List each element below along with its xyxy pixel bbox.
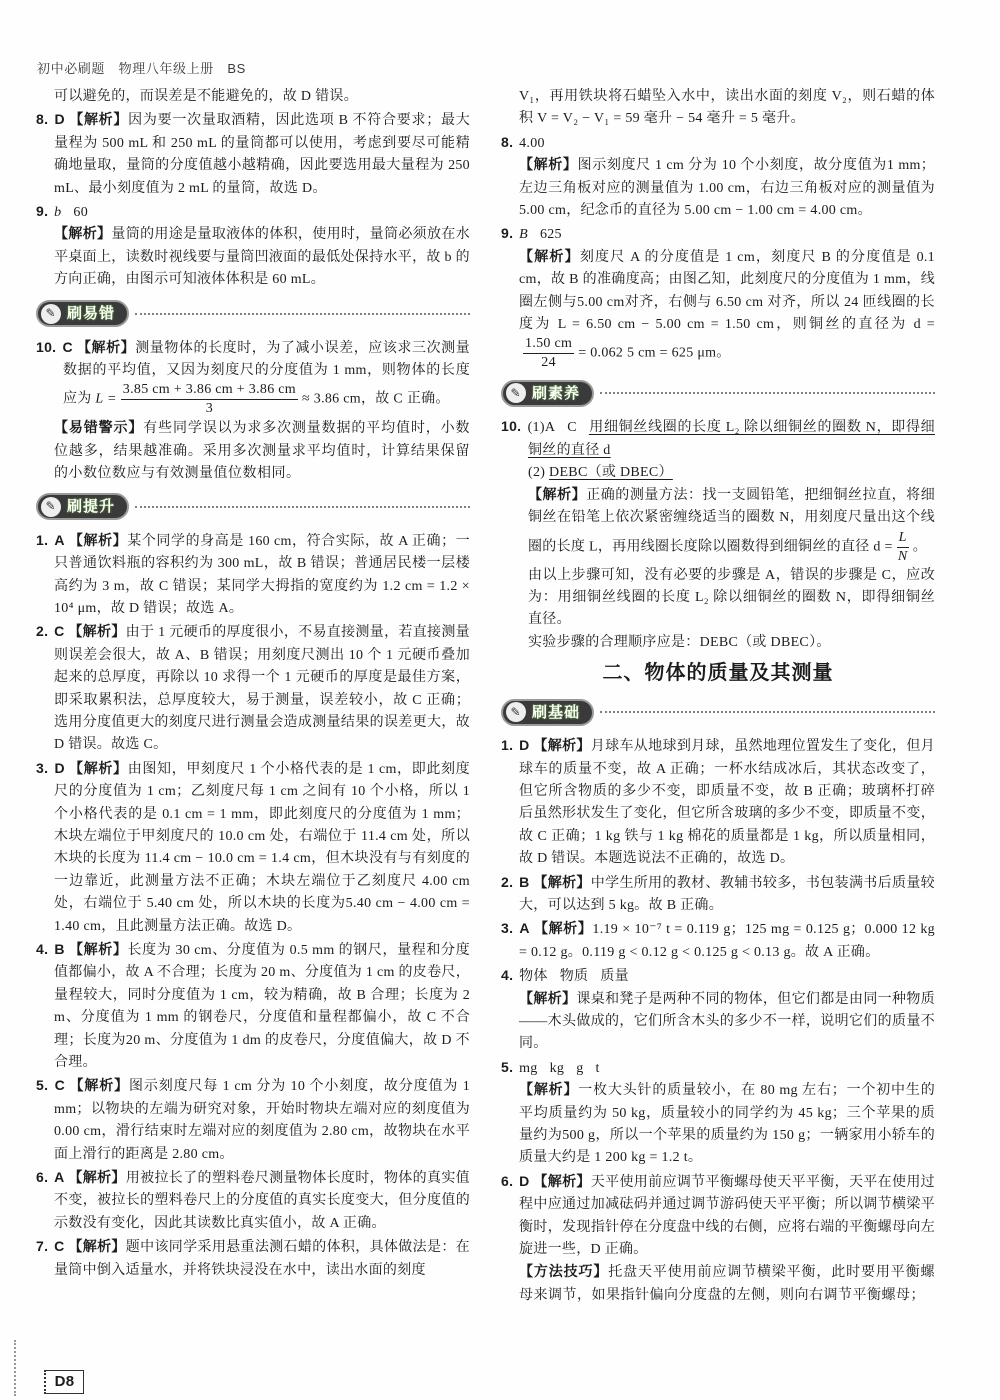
analysis-text: 刻度尺 A 的分度值是 1 cm，刻度尺 B 的分度值是 0.1 cm，故 B 的准确度高；由图乙知，此刻度尺的分度值为 1 mm，线圈左侧与5.00 cm对齐，右侧与 6.50 cm 对齐，所以 24 匝线圈的长度为 L = 6.50 cm − 5.00 cm = 1.50 cm，则铜丝的直径为 d = — [519, 249, 935, 333]
fraction — [523, 336, 574, 371]
analysis-label: 【解析】 — [519, 158, 578, 174]
question-number: 9. — [501, 225, 514, 242]
badge — [36, 300, 129, 327]
answer-item-8 — [501, 131, 935, 155]
fraction-numerator: L — [897, 530, 909, 548]
fill-answer: 60 — [73, 205, 89, 221]
method-tip — [501, 1261, 935, 1306]
part-label: (2) — [528, 465, 546, 481]
question-number: 2. — [501, 873, 514, 890]
analysis-text: 长度为 30 cm、分度值为 0.5 mm 的钢尺，量程和分度值都偏小，故 A 不合理；长度为 20 m、分度值为 1 cm 的皮卷尺，量程较大，同时分度值为 1 cm，较为精确，故 B 合理；长度为 2 m、分度值为 1 mm 的钢卷尺，分度值和量程都偏小，故 C 不合理；长度为20 m、分度值为 1 dm 的皮卷尺，分度值偏大，故 D 不合理。 — [54, 943, 470, 1071]
answer-item-8 — [36, 108, 470, 200]
analysis-paragraph — [501, 989, 935, 1056]
badge — [501, 380, 594, 407]
fill-answer: b — [54, 205, 62, 221]
section-badge-literacy — [501, 371, 935, 415]
analysis-text: 用被拉长了的塑料卷尺测量物体长度时，物体的真实值不变，被拉长的塑料卷尺上的分度值的真实长度变大，但分度值的示数没有变化，因此其读数比真实值小，故 A 正确。 — [54, 1171, 470, 1231]
answer-choice: A — [54, 1169, 65, 1186]
fill-answer: C — [567, 420, 577, 436]
section-badge-improve — [36, 485, 470, 529]
warning-text: 有些同学误以为求多次测量数据的平均值时，小数位越多，结果越准确。采用多次测量求平均值时，计算结果保留的小数位数应与有效测量值位数相同。 — [54, 420, 470, 482]
analysis-label: 【解析】 — [533, 739, 591, 755]
pencil-icon: ✎ — [41, 497, 61, 517]
question-number: 10. — [36, 338, 57, 355]
answer-choice: B — [54, 941, 65, 957]
answer-choice: B — [519, 873, 530, 890]
fill-answer: mg — [519, 1060, 538, 1076]
right-column — [501, 86, 935, 1350]
analysis-label: 【解析】 — [76, 340, 136, 356]
answer-item-2 — [36, 620, 470, 756]
pencil-icon: ✎ — [506, 383, 526, 403]
analysis-text: 正确的测量方法：找一支圆铅笔，把细铜丝拉直，将细铜丝在铅笔上依次紧密缠绕适当的圈数 N，用刻度尺量出这个线圈的长度 L，再用线圈长度除以圈数得到细铜丝的直径 d = — [528, 487, 935, 555]
fraction-numerator: 1.50 cm — [523, 336, 574, 354]
question-number: 6. — [501, 1172, 514, 1189]
analysis-text: 测量物体的长度时，为了减小误差，应该求三次测量数据的平均值，又因为刻度尺的分度值为 1 mm，则物体的长度应为 — [63, 340, 470, 408]
answer-choice: D — [54, 759, 65, 776]
answer-choice: C — [62, 338, 73, 355]
badge — [501, 699, 594, 726]
answer-item-4 — [36, 938, 470, 1074]
answer-item-1 — [501, 734, 935, 870]
answer-item-3 — [501, 917, 935, 964]
analysis-text: 某个同学的身高是 160 cm，符合实际，故 A 正确；一只普通饮料瓶的容积约为 300 mL，故 B 错误；普通居民楼一层楼高约为 3 m，故 C 错误；某同学大拇指的宽度约为 1.2 cm = 1.2 × 10⁴ μm，故 D 错误；故选 A。 — [54, 533, 470, 616]
formula-lhs: L = — [95, 392, 117, 408]
analysis-label: 【解析】 — [69, 761, 128, 777]
fraction-denominator: 3 — [205, 401, 214, 417]
question-number: 8. — [501, 133, 514, 150]
pencil-icon: ✎ — [41, 304, 61, 324]
analysis-text: 图示刻度尺每 1 cm 分为 10 个小刻度，故分度值为 1 mm；以物块的左端为研究对象，开始时物块左端对应的刻度值为 0.00 cm，滑行结束时左端对应的刻度值为 2.80 cm，故物块在水平面上滑行的距离是 2.80 cm。 — [54, 1079, 470, 1162]
fill-answer: g — [576, 1060, 584, 1076]
continuation-text: 可以避免的，而误差是不能避免的，故 D 错误。 — [54, 89, 359, 104]
analysis-text: 。 — [912, 539, 928, 555]
analysis-label: 【解析】 — [533, 922, 593, 938]
part-label: (1) — [527, 420, 545, 436]
badge-label: 刷易错 — [67, 304, 116, 323]
question-number: 5. — [36, 1077, 49, 1094]
continuation-text: V₁，再用铁块将石蜡坠入水中，读出水面的刻度 V₂，则石蜡的体积 V = V₂ − V₁ = 59 毫升 − 54 毫升 = 5 毫升。 — [519, 89, 935, 127]
analysis-label: 【解析】 — [519, 249, 580, 265]
analysis-label: 【解析】 — [68, 1171, 126, 1187]
analysis-text: ≈ 3.86 cm，故 C 正确。 — [302, 392, 450, 408]
analysis-label: 【解析】 — [533, 875, 591, 891]
question-number: 8. — [36, 111, 49, 128]
question-number: 1. — [501, 737, 514, 754]
analysis-text: 量筒的用途是量取液体的体积，使用时，量筒必须放在水平桌面上，读数时视线要与量筒凹液面的最低处保持水平，故 b 的方向正确，由图示可知液体体积是 60 mL。 — [54, 227, 470, 288]
analysis-label: 【解析】 — [68, 533, 128, 549]
badge-label: 刷基础 — [532, 702, 581, 721]
analysis-paragraph — [501, 1080, 935, 1170]
question-number: 4. — [36, 941, 49, 957]
analysis-text: 天平使用前应调节平衡螺母使天平平衡，天平在使用过程中应通过加减砝码并通过调节游码使天平平衡；所以调节横梁平衡时，发现指针停在分度盘中线的右侧，应将右端的平衡螺母向左旋进一些，D 正确。 — [519, 1174, 935, 1258]
section-badge-error-prone — [36, 292, 470, 336]
fill-answer-text: DEBC（或 DBEC） — [549, 465, 673, 481]
analysis-label: 【解析】 — [54, 227, 112, 243]
answer-choice: A — [54, 531, 65, 548]
dotted-divider — [135, 506, 470, 508]
answer-item-4 — [501, 964, 935, 988]
fill-answer: B — [519, 227, 528, 243]
answer-choice: C — [54, 1077, 66, 1094]
method-text: 托盘天平使用前应调节横梁平衡，此时要用平衡螺母来调节，如果指针偏向分度盘的左侧，则向右调节平衡螺母； — [519, 1264, 935, 1303]
question-number: 7. — [36, 1238, 49, 1255]
analysis-text: 1.19 × 10⁻⁷ t = 0.119 g；125 mg = 0.125 g；0.000 12 kg = 0.12 g。0.119 g < 0.12 g < 0.125 g < 0.13 g。故 A 正确。 — [519, 922, 935, 960]
question-number: 2. — [36, 623, 49, 640]
fraction-numerator: 3.85 cm + 3.86 cm + 3.86 cm — [121, 382, 298, 400]
question-number: 4. — [501, 967, 514, 984]
analysis-text: 因为要一次量取酒精，因此选项 B 不符合要求；最大量程为 500 mL 和 250 mL 的量筒都可以使用，考虑到要尽可能精确地量取，量筒的分度值越小越精确，因此要选用最大量程为 250 mL、最小刻度值为 2 mL 的量筒，故选 D。 — [54, 113, 470, 196]
method-label: 【方法技巧】 — [519, 1264, 609, 1281]
answer-choice: D — [54, 111, 65, 128]
question-number: 3. — [36, 759, 49, 776]
fill-answer: t — [595, 1060, 600, 1076]
answer-choice: C — [54, 1238, 65, 1255]
analysis-paragraph: 实验步骤的合理顺序应是：DEBC（或 DBEC）。 — [528, 634, 831, 650]
analysis-text: 题中该同学采用悬重法测石蜡的体积，具体做法是：在量筒中倒入适量水，并将铁块浸没在水中，读出水面的刻度 — [54, 1240, 470, 1278]
answer-item-6 — [36, 1166, 470, 1235]
question-number: 1. — [36, 531, 49, 548]
analysis-text: 一枚大头针的质量较小，在 80 mg 左右；一个初中生的平均质量约为 50 kg，质量较小的同学约为 45 kg；三个苹果的质量约为500 g，所以一个苹果的质量约为 150 g；一辆家用小轿车的质量大约是 1 200 kg = 1.2 t。 — [519, 1083, 935, 1166]
analysis-label: 【解析】 — [69, 113, 129, 129]
fill-answer: kg — [549, 1060, 565, 1076]
fill-answer: 物质 — [559, 969, 589, 985]
badge-label: 刷提升 — [67, 497, 116, 516]
left-column — [36, 86, 470, 1350]
answer-item-7 — [36, 1235, 470, 1282]
analysis-label: 【解析】 — [528, 487, 587, 503]
analysis-text: 中学生所用的教材、教辅书较多，书包装满书后质量较大，可以达到 5 kg。故 B 正确。 — [519, 875, 935, 913]
analysis-label: 【解析】 — [68, 1240, 126, 1256]
fill-answer: 质量 — [600, 969, 629, 985]
question-number: 6. — [36, 1169, 49, 1186]
fraction-denominator: N — [897, 548, 908, 564]
answer-choice: C — [54, 623, 65, 640]
answer-item-1 — [36, 529, 470, 621]
fill-answer: A — [544, 420, 556, 436]
analysis-paragraph — [501, 247, 935, 372]
analysis-text: 课桌和凳子是两种不同的物体，但它们都是由同一种物质——木头做成的，它们所含木头的多少不一样，说明它们的质量不同。 — [519, 991, 935, 1052]
answer-choice: A — [519, 920, 530, 937]
fill-answer: 625 — [539, 227, 562, 243]
answer-choice: D — [519, 737, 530, 754]
answer-item-9 — [501, 222, 935, 246]
answer-item-3 — [36, 757, 470, 938]
analysis-text: 由图知，甲刻度尺 1 个小格代表的是 1 cm，即此刻度尺的分度值为 1 cm；乙刻度尺每 1 cm 之间有 10 个小格，所以 1 个小格代表的是 0.1 cm = 1 mm，即此刻度尺的分度值为 1 mm；木块左端位于甲刻度尺的 10.0 cm 处，右端位于 11.4 cm 处，所以木块的长度为 11.4 cm − 10.0 cm = 1.4 cm，但木块没有与有刻度的一边靠近，此测量方法不正确；木块左端位于乙刻度尺 4.00 cm处，右端位于 5.40 cm 处，所以木块的长度为5.40 cm − 4.00 cm = 1.40 cm，且此测量方法正确。故选 D。 — [54, 761, 470, 934]
analysis-label: 【解析】 — [533, 1174, 591, 1190]
answer-choice: D — [519, 1172, 530, 1189]
question-number: 10. — [501, 418, 522, 435]
analysis-text: 图示刻度尺 1 cm 分为 10 个小刻度，故分度值为1 mm；左边三角板对应的测量值为 1.00 cm，右边三角板对应的测量值为 5.00 cm，纪念币的直径为 5.00 cm − 1.00 cm = 4.00 cm。 — [519, 158, 935, 219]
answer-item-10 — [36, 336, 470, 418]
fraction — [121, 382, 298, 417]
fraction-denominator: 24 — [541, 355, 556, 371]
analysis-paragraph — [501, 485, 935, 565]
warning-tip — [36, 417, 470, 484]
analysis-label: 【解析】 — [68, 943, 128, 958]
dotted-divider — [135, 313, 470, 315]
analysis-paragraph — [36, 224, 470, 291]
answer-item-10-part-1 — [501, 415, 935, 462]
analysis-paragraph — [501, 155, 935, 222]
question-number: 5. — [501, 1058, 514, 1075]
warning-label: 【易错警示】 — [54, 420, 144, 437]
answer-item-9 — [36, 200, 470, 224]
analysis-label: 【解析】 — [519, 1083, 579, 1099]
analysis-label: 【解析】 — [519, 991, 577, 1007]
section-title: 二、物体的质量及其测量 — [602, 660, 834, 685]
analysis-label: 【解析】 — [69, 1079, 129, 1095]
page-header: 初中必刷题 物理八年级上册 BS — [37, 61, 246, 76]
fill-answer: 物体 — [519, 969, 548, 985]
fill-answer-text: 用细铜丝线圈的长度 L₂ 除以细铜丝的圈数 N，即得细铜丝的直径 d — [528, 420, 935, 458]
answer-item-10-part-2 — [501, 462, 935, 484]
section-badge-basic — [501, 690, 935, 734]
dotted-divider — [600, 711, 935, 713]
analysis-text: = 0.062 5 cm = 625 μm。 — [578, 346, 731, 362]
pencil-icon: ✎ — [506, 702, 526, 722]
analysis-label: 【解析】 — [68, 625, 126, 641]
page-number: D8 — [44, 1370, 84, 1394]
fraction — [897, 530, 909, 565]
fill-answer: 4.00 — [519, 135, 545, 151]
analysis-text: 月球车从地球到月球，虽然地理位置发生了变化，但月球车的质量不变，故 A 正确；一杯水结成冰后，其状态改变了，但它所含物质的多少不变，即质量不变，故 B 正确；玻璃杯打碎后虽然形状发生了变化，但它所含玻璃的多少不变，即质量不变，故 C 正确；1 kg 铁与 1 kg 棉花的质量都是 1 kg，所以质量相同，故 D 错误。本题选说法不正确的，故选 D。 — [519, 739, 935, 867]
answer-item-2 — [501, 871, 935, 918]
analysis-paragraph: 由以上步骤可知，没有必要的步骤是 A，错误的步骤是 C，应改为：用细铜丝线圈的长度 L₂ 除以细铜丝的圈数 N，即得细铜丝直径。 — [528, 567, 935, 628]
answer-item-5 — [501, 1056, 935, 1080]
answer-item-5 — [36, 1074, 470, 1166]
dotted-divider — [600, 392, 935, 394]
analysis-text: 由于 1 元硬币的厚度很小，不易直接测量，若直接测量则误差会很大，故 A、B 错误；用刻度尺测出 10 个 1 元硬币叠加起来的总厚度，再除以 10 求得一个 1 元硬币的厚度是最佳方案，即采取累积法，总厚度较大，易于测量，误差较小，故 C 正确；选用分度值更大的刻度尺进行测量会造成测量结果的误差更大，故 D 错误。故选 C。 — [54, 625, 470, 753]
badge — [36, 493, 129, 520]
question-number: 3. — [501, 920, 514, 937]
dotted-margin-rule — [14, 1340, 16, 1396]
answer-item-6 — [501, 1170, 935, 1262]
question-number: 9. — [36, 203, 49, 220]
badge-label: 刷素养 — [532, 384, 581, 403]
